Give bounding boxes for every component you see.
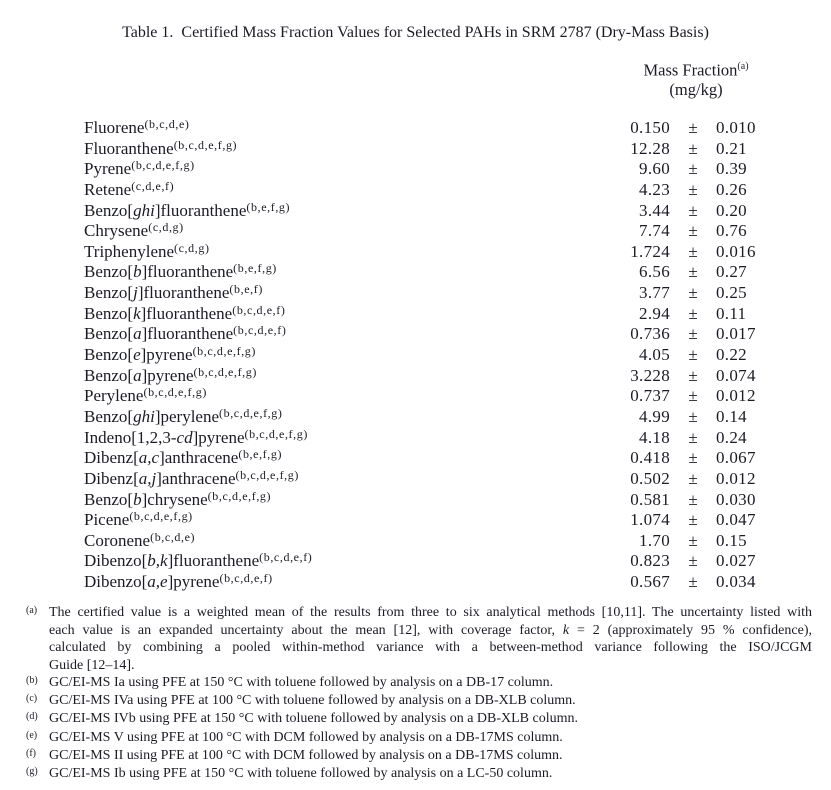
uncertainty-value: 0.27 bbox=[716, 262, 747, 282]
table-row bbox=[0, 155, 831, 179]
text-segment: = 2 (approximately 95 % confidence), bbox=[569, 622, 812, 638]
table-row bbox=[0, 279, 831, 303]
text-segment: ]fluoranthene bbox=[167, 551, 260, 571]
table-row bbox=[0, 465, 831, 486]
method-footnote-refs: (b,c,d,e) bbox=[144, 117, 190, 131]
units-label: (mg/kg) bbox=[669, 80, 723, 99]
uncertainty-value: 0.11 bbox=[716, 303, 747, 323]
italic-text-segment: a,c bbox=[138, 448, 160, 468]
text-segment: ]pyrene bbox=[141, 365, 194, 385]
table-title-label: Table 1. bbox=[122, 24, 174, 41]
text-segment: The certified value is a weighted mean of the results from three to six analytical methods [10,11]. The uncertainty listed with bbox=[49, 605, 812, 620]
table-row bbox=[0, 217, 831, 241]
text-segment: Benzo[ bbox=[84, 200, 134, 220]
table-row bbox=[0, 114, 831, 135]
italic-text-segment: ghi bbox=[133, 406, 155, 426]
text-segment: Chrysene bbox=[84, 221, 149, 241]
method-footnote-refs: (b,c,d,e,f,g) bbox=[235, 467, 299, 482]
mass-fraction-value: 6.56 bbox=[639, 262, 670, 282]
uncertainty-value: 0.24 bbox=[716, 427, 747, 447]
footnote-marker: (c) bbox=[26, 693, 38, 705]
text-segment: ]pyrene bbox=[167, 572, 220, 592]
plus-minus-symbol: ± bbox=[688, 551, 698, 571]
uncertainty-value: 0.047 bbox=[716, 510, 756, 530]
method-footnote-refs: (b,c,d,e,f,g) bbox=[143, 385, 207, 400]
table-row bbox=[0, 197, 831, 218]
table-row bbox=[0, 341, 831, 365]
mass-fraction-value: 0.737 bbox=[630, 386, 670, 406]
plus-minus-symbol: ± bbox=[688, 427, 698, 447]
footnote-marker: (a) bbox=[26, 605, 38, 616]
footnote bbox=[26, 729, 812, 747]
table-row bbox=[0, 135, 831, 156]
footnote-line bbox=[49, 604, 812, 622]
table-row bbox=[0, 403, 831, 424]
mass-fraction-footnote-ref: (a) bbox=[737, 61, 749, 72]
plus-minus-symbol: ± bbox=[688, 510, 698, 530]
italic-text-segment: a bbox=[133, 324, 142, 344]
mass-fraction-value: 0.502 bbox=[630, 468, 670, 488]
mass-fraction-value: 0.581 bbox=[630, 489, 670, 509]
method-footnote-refs: (b,c,d,e) bbox=[150, 529, 196, 544]
mass-fraction-value: 9.60 bbox=[639, 159, 670, 179]
mass-fraction-value: 1.724 bbox=[630, 241, 670, 261]
text-segment: Fluorene bbox=[84, 118, 145, 137]
text-segment: ]anthracene bbox=[156, 468, 236, 488]
plus-minus-symbol: ± bbox=[688, 572, 698, 592]
footnote-line bbox=[49, 674, 812, 692]
method-footnote-refs: (b,c,d,e,f) bbox=[219, 571, 273, 586]
text-segment: Benzo[ bbox=[84, 262, 134, 282]
table-row bbox=[0, 258, 831, 282]
method-footnote-refs: (b,c,d,e,f) bbox=[259, 550, 313, 565]
plus-minus-symbol: ± bbox=[688, 283, 698, 303]
method-footnote-refs: (b,e,f,g) bbox=[238, 447, 283, 462]
mass-fraction-value: 2.94 bbox=[639, 303, 670, 323]
footnote bbox=[26, 674, 812, 692]
table-row bbox=[0, 176, 831, 197]
text-segment: ]fluoranthene bbox=[154, 200, 247, 220]
table-title bbox=[0, 24, 831, 42]
mass-fraction-value: 0.736 bbox=[630, 324, 670, 344]
plus-minus-symbol: ± bbox=[688, 406, 698, 426]
mass-fraction-value: 1.074 bbox=[630, 510, 670, 530]
italic-text-segment: j bbox=[133, 283, 138, 303]
mass-fraction-value: 3.77 bbox=[639, 283, 670, 303]
method-footnote-refs: (b,e,f,g) bbox=[233, 261, 277, 276]
text-segment: Benzo[ bbox=[84, 489, 134, 509]
table-title-text: Certified Mass Fraction Values for Selected PAHs in SRM 2787 (Dry-Mass Basis) bbox=[181, 24, 709, 41]
method-footnote-refs: (b,c,d,e,f,g) bbox=[244, 426, 308, 441]
uncertainty-value: 0.017 bbox=[716, 324, 756, 344]
italic-text-segment: e bbox=[133, 345, 141, 365]
text-segment: Triphenylene bbox=[84, 241, 175, 261]
table-row bbox=[0, 506, 831, 530]
text-segment: GC/EI-MS V using PFE at 100 °C with DCM followed by analysis on a DB-17MS column. bbox=[49, 729, 563, 745]
table-row bbox=[0, 444, 831, 468]
italic-text-segment: ghi bbox=[133, 200, 155, 220]
mass-fraction-value: 3.228 bbox=[630, 365, 670, 385]
mass-fraction-value: 4.23 bbox=[639, 179, 670, 199]
table-row bbox=[0, 568, 831, 592]
text-segment: Perylene bbox=[84, 386, 144, 406]
text-segment: Guide [12–14]. bbox=[49, 657, 135, 673]
table-row bbox=[0, 486, 831, 507]
uncertainty-value: 0.030 bbox=[716, 489, 756, 509]
plus-minus-symbol: ± bbox=[688, 530, 698, 550]
text-segment: ]pyrene bbox=[140, 345, 193, 365]
method-footnote-refs: (b,c,d,e,f,g) bbox=[192, 344, 257, 359]
footnote-marker: (e) bbox=[26, 729, 38, 741]
footnote bbox=[26, 692, 812, 710]
mass-fraction-label: Mass Fraction bbox=[643, 60, 738, 80]
mass-fraction-value: 7.74 bbox=[639, 221, 670, 241]
text-segment: Retene bbox=[84, 179, 132, 199]
footnote-line bbox=[49, 729, 812, 747]
footnote-line bbox=[49, 639, 812, 657]
text-segment: ]chrysene bbox=[141, 489, 208, 509]
method-footnote-refs: (b,c,d,e,f,g) bbox=[193, 364, 257, 379]
text-segment: ]fluoranthene bbox=[140, 303, 233, 323]
method-footnote-refs: (b,c,d,e,f,g) bbox=[219, 405, 283, 420]
method-footnote-refs: (b,e,f) bbox=[229, 282, 263, 297]
mass-fraction-header-line bbox=[610, 57, 782, 80]
table-body bbox=[0, 114, 831, 592]
plus-minus-symbol: ± bbox=[688, 303, 698, 323]
text-segment: calculated by combining a pooled within-method variance with a between-method variance following the ISO/JCGM bbox=[49, 640, 812, 655]
plus-minus-symbol: ± bbox=[688, 241, 698, 261]
plus-minus-symbol: ± bbox=[688, 221, 698, 241]
footnote-line bbox=[49, 622, 812, 640]
mass-fraction-value: 4.18 bbox=[639, 427, 670, 447]
italic-text-segment: cd bbox=[176, 427, 193, 447]
text-segment: ]fluoranthene bbox=[141, 324, 234, 344]
uncertainty-value: 0.21 bbox=[716, 138, 747, 158]
text-segment: GC/EI-MS Ia using PFE at 150 °C with toluene followed by analysis on a DB-17 column. bbox=[49, 675, 554, 690]
plus-minus-symbol: ± bbox=[688, 200, 698, 220]
text-segment: Benzo[ bbox=[84, 303, 134, 323]
mass-fraction-value: 4.05 bbox=[639, 345, 670, 365]
footnote bbox=[26, 765, 812, 783]
mass-fraction-column-header bbox=[610, 57, 782, 100]
uncertainty-value: 0.067 bbox=[716, 448, 756, 468]
uncertainty-value: 0.76 bbox=[716, 221, 747, 241]
italic-text-segment: a,e bbox=[147, 572, 168, 592]
footnote bbox=[26, 710, 812, 728]
footnote-line bbox=[49, 657, 812, 675]
text-segment: GC/EI-MS IVb using PFE at 150 °C with toluene followed by analysis on a DB-XLB column. bbox=[49, 711, 579, 727]
uncertainty-value: 0.22 bbox=[716, 345, 747, 365]
table-row bbox=[0, 424, 831, 445]
italic-text-segment: a,j bbox=[138, 468, 157, 488]
plus-minus-symbol: ± bbox=[688, 345, 698, 365]
footnote-line bbox=[49, 692, 812, 710]
uncertainty-value: 0.39 bbox=[716, 159, 747, 179]
uncertainty-value: 0.016 bbox=[716, 241, 756, 261]
mass-fraction-value: 0.150 bbox=[630, 118, 670, 137]
text-segment: ]fluoranthene bbox=[141, 262, 234, 282]
text-segment: Dibenzo[ bbox=[84, 551, 148, 571]
text-segment: ]pyrene bbox=[192, 427, 245, 447]
italic-text-segment: k bbox=[133, 303, 141, 323]
uncertainty-value: 0.034 bbox=[716, 572, 756, 592]
text-segment: Coronene bbox=[84, 530, 151, 550]
italic-text-segment: k bbox=[562, 622, 570, 638]
footnote bbox=[26, 747, 812, 765]
uncertainty-value: 0.26 bbox=[716, 179, 747, 199]
mass-fraction-value: 4.99 bbox=[639, 406, 670, 426]
text-segment: ]anthracene bbox=[159, 448, 239, 468]
footnote-marker: (b) bbox=[26, 675, 38, 686]
italic-text-segment: a bbox=[133, 365, 142, 385]
text-segment: Benzo[ bbox=[84, 324, 134, 344]
text-segment: Benzo[ bbox=[84, 365, 134, 385]
text-segment: Benzo[ bbox=[84, 345, 134, 365]
uncertainty-value: 0.010 bbox=[716, 118, 756, 137]
uncertainty-value: 0.012 bbox=[716, 386, 756, 406]
compound-name bbox=[84, 568, 608, 593]
text-segment: Indeno[1,2,3- bbox=[84, 427, 177, 447]
uncertainty-value: 0.15 bbox=[716, 530, 747, 550]
method-footnote-refs: (b,c,d,e,f,g) bbox=[129, 509, 193, 524]
table-row bbox=[0, 362, 831, 383]
plus-minus-symbol: ± bbox=[688, 468, 698, 488]
method-footnote-refs: (b,c,d,e,f) bbox=[233, 323, 287, 338]
plus-minus-symbol: ± bbox=[688, 365, 698, 385]
mass-fraction-value: 0.418 bbox=[630, 448, 670, 468]
text-segment: Dibenz[ bbox=[84, 448, 139, 468]
footnote-marker: (f) bbox=[26, 747, 36, 759]
text-segment: Benzo[ bbox=[84, 283, 134, 303]
table-row bbox=[0, 382, 831, 406]
method-footnote-refs: (b,e,f,g) bbox=[246, 199, 291, 214]
italic-text-segment: b bbox=[133, 262, 142, 282]
plus-minus-symbol: ± bbox=[688, 262, 698, 282]
text-segment: Dibenz[ bbox=[84, 468, 139, 488]
text-segment: each value is an expanded uncertainty about the mean [12], with coverage factor, bbox=[49, 622, 563, 638]
plus-minus-symbol: ± bbox=[688, 138, 698, 158]
method-footnote-refs: (b,c,d,e,f,g) bbox=[131, 158, 195, 173]
uncertainty-value: 0.25 bbox=[716, 283, 747, 303]
text-segment: Benzo[ bbox=[84, 406, 134, 426]
uncertainty-value: 0.20 bbox=[716, 200, 747, 220]
footnote-line bbox=[49, 747, 812, 765]
text-segment: Picene bbox=[84, 510, 130, 530]
table-row bbox=[0, 238, 831, 259]
text-segment: Pyrene bbox=[84, 159, 132, 179]
uncertainty-value: 0.027 bbox=[716, 551, 756, 571]
mass-fraction-value: 1.70 bbox=[639, 530, 670, 550]
plus-minus-symbol: ± bbox=[688, 448, 698, 468]
mass-fraction-value: 0.823 bbox=[630, 551, 670, 571]
plus-minus-symbol: ± bbox=[688, 324, 698, 344]
table-row bbox=[0, 547, 831, 571]
footnote-line bbox=[49, 710, 812, 728]
plus-minus-symbol: ± bbox=[688, 386, 698, 406]
footnote-marker: (g) bbox=[26, 766, 38, 778]
text-segment: GC/EI-MS II using PFE at 100 °C with DCM followed by analysis on a DB-17MS column. bbox=[49, 747, 563, 763]
mass-fraction-value: 0.567 bbox=[630, 572, 670, 592]
method-footnote-refs: (b,c,d,e,f) bbox=[232, 302, 286, 317]
text-segment: ]perylene bbox=[154, 406, 220, 426]
table-row bbox=[0, 300, 831, 321]
plus-minus-symbol: ± bbox=[688, 179, 698, 199]
italic-text-segment: b,k bbox=[147, 551, 168, 571]
uncertainty-value: 0.012 bbox=[716, 468, 756, 488]
method-footnote-refs: (b,c,d,e,f,g) bbox=[207, 488, 272, 503]
text-segment: ]fluoranthene bbox=[137, 283, 230, 303]
method-footnote-refs: (c,d,g) bbox=[148, 220, 184, 235]
mass-fraction-value: 3.44 bbox=[639, 200, 670, 220]
footnote bbox=[26, 604, 812, 674]
italic-text-segment: b bbox=[133, 489, 142, 509]
uncertainty-value: 0.14 bbox=[716, 406, 747, 426]
plus-minus-symbol: ± bbox=[688, 489, 698, 509]
plus-minus-symbol: ± bbox=[688, 159, 698, 179]
plus-minus-symbol: ± bbox=[688, 118, 698, 137]
footnote-marker: (d) bbox=[26, 711, 38, 723]
text-segment: Fluoranthene bbox=[84, 138, 174, 158]
footnote-line bbox=[49, 765, 812, 783]
method-footnote-refs: (b,c,d,e,f,g) bbox=[173, 137, 238, 152]
text-segment: Dibenzo[ bbox=[84, 572, 148, 592]
method-footnote-refs: (c,d,g) bbox=[174, 240, 210, 255]
text-segment: GC/EI-MS Ib using PFE at 150 °C with toluene followed by analysis on a LC-50 column. bbox=[49, 766, 553, 782]
text-segment: GC/EI-MS IVa using PFE at 100 °C with toluene followed by analysis on a DB-XLB column. bbox=[49, 693, 576, 709]
table-row bbox=[0, 320, 831, 344]
mass-fraction-value: 12.28 bbox=[630, 138, 670, 158]
uncertainty-value: 0.074 bbox=[716, 365, 756, 385]
table-row bbox=[0, 527, 831, 548]
footnotes-section bbox=[26, 604, 812, 783]
method-footnote-refs: (c,d,e,f) bbox=[131, 178, 175, 193]
